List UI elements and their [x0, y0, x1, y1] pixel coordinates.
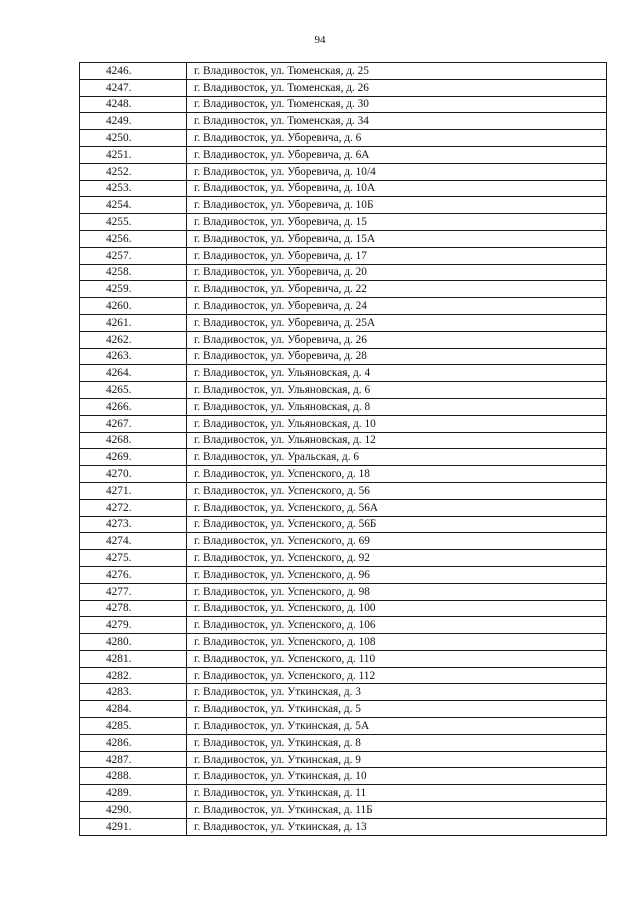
row-number-cell: 4262. — [80, 331, 187, 348]
table-row — [80, 63, 607, 80]
row-number-cell: 4256. — [80, 230, 187, 247]
table-row — [80, 516, 607, 533]
address-cell: г. Владивосток, ул. Успенского, д. 56 — [187, 482, 607, 499]
table-row — [80, 617, 607, 634]
table-row — [80, 701, 607, 718]
address-cell: г. Владивосток, ул. Успенского, д. 110 — [187, 650, 607, 667]
row-number-cell: 4260. — [80, 298, 187, 315]
table-row — [80, 264, 607, 281]
address-cell: г. Владивосток, ул. Уткинская, д. 13 — [187, 818, 607, 835]
table-row — [80, 230, 607, 247]
address-cell: г. Владивосток, ул. Ульяновская, д. 10 — [187, 415, 607, 432]
address-cell: г. Владивосток, ул. Уткинская, д. 8 — [187, 734, 607, 751]
row-number-cell: 4258. — [80, 264, 187, 281]
table-row — [80, 449, 607, 466]
table-row — [80, 566, 607, 583]
address-cell: г. Владивосток, ул. Уборевича, д. 17 — [187, 247, 607, 264]
table-row — [80, 180, 607, 197]
table-row — [80, 348, 607, 365]
table-row — [80, 113, 607, 130]
table-row — [80, 432, 607, 449]
table-row — [80, 247, 607, 264]
address-cell: г. Владивосток, ул. Успенского, д. 18 — [187, 466, 607, 483]
address-cell: г. Владивосток, ул. Уборевича, д. 10А — [187, 180, 607, 197]
address-cell: г. Владивосток, ул. Успенского, д. 112 — [187, 667, 607, 684]
table-row — [80, 667, 607, 684]
table-row — [80, 684, 607, 701]
table-row — [80, 79, 607, 96]
table-row — [80, 634, 607, 651]
address-cell: г. Владивосток, ул. Уткинская, д. 3 — [187, 684, 607, 701]
row-number-cell: 4291. — [80, 818, 187, 835]
table-row — [80, 365, 607, 382]
address-cell: г. Владивосток, ул. Уткинская, д. 11 — [187, 785, 607, 802]
address-cell: г. Владивосток, ул. Ульяновская, д. 6 — [187, 382, 607, 399]
address-cell: г. Владивосток, ул. Уборевича, д. 22 — [187, 281, 607, 298]
address-cell: г. Владивосток, ул. Уборевича, д. 26 — [187, 331, 607, 348]
address-table — [79, 62, 607, 836]
row-number-cell: 4282. — [80, 667, 187, 684]
table-row — [80, 818, 607, 835]
row-number-cell: 4274. — [80, 533, 187, 550]
table-row — [80, 331, 607, 348]
table-row — [80, 785, 607, 802]
address-cell: г. Владивосток, ул. Успенского, д. 108 — [187, 634, 607, 651]
row-number-cell: 4279. — [80, 617, 187, 634]
row-number-cell: 4259. — [80, 281, 187, 298]
row-number-cell: 4249. — [80, 113, 187, 130]
address-cell: г. Владивосток, ул. Уборевича, д. 10Б — [187, 197, 607, 214]
address-cell: г. Владивосток, ул. Уборевича, д. 28 — [187, 348, 607, 365]
row-number-cell: 4255. — [80, 214, 187, 231]
table-row — [80, 550, 607, 567]
table-row — [80, 281, 607, 298]
table-row — [80, 751, 607, 768]
row-number-cell: 4250. — [80, 130, 187, 147]
row-number-cell: 4264. — [80, 365, 187, 382]
table-row — [80, 398, 607, 415]
address-cell: г. Владивосток, ул. Уткинская, д. 5А — [187, 718, 607, 735]
table-row — [80, 650, 607, 667]
row-number-cell: 4251. — [80, 146, 187, 163]
address-cell: г. Владивосток, ул. Уборевича, д. 15 — [187, 214, 607, 231]
table-row — [80, 382, 607, 399]
page-number: 94 — [314, 34, 326, 46]
row-number-cell: 4285. — [80, 718, 187, 735]
address-cell: г. Владивосток, ул. Уральская, д. 6 — [187, 449, 607, 466]
address-cell: г. Владивосток, ул. Успенского, д. 69 — [187, 533, 607, 550]
row-number-cell: 4290. — [80, 802, 187, 819]
row-number-cell: 4246. — [80, 63, 187, 80]
address-cell: г. Владивосток, ул. Тюменская, д. 26 — [187, 79, 607, 96]
table-row — [80, 583, 607, 600]
address-table-body — [80, 63, 607, 836]
table-row — [80, 802, 607, 819]
row-number-cell: 4280. — [80, 634, 187, 651]
address-cell: г. Владивосток, ул. Ульяновская, д. 4 — [187, 365, 607, 382]
address-cell: г. Владивосток, ул. Успенского, д. 100 — [187, 600, 607, 617]
table-row — [80, 197, 607, 214]
row-number-cell: 4269. — [80, 449, 187, 466]
address-cell: г. Владивосток, ул. Тюменская, д. 30 — [187, 96, 607, 113]
row-number-cell: 4247. — [80, 79, 187, 96]
address-cell: г. Владивосток, ул. Уборевича, д. 20 — [187, 264, 607, 281]
row-number-cell: 4257. — [80, 247, 187, 264]
table-row — [80, 768, 607, 785]
row-number-cell: 4265. — [80, 382, 187, 399]
address-cell: г. Владивосток, ул. Успенского, д. 98 — [187, 583, 607, 600]
address-cell: г. Владивосток, ул. Уборевича, д. 24 — [187, 298, 607, 315]
row-number-cell: 4287. — [80, 751, 187, 768]
row-number-cell: 4272. — [80, 499, 187, 516]
row-number-cell: 4252. — [80, 163, 187, 180]
table-row — [80, 734, 607, 751]
table-row — [80, 499, 607, 516]
row-number-cell: 4271. — [80, 482, 187, 499]
row-number-cell: 4284. — [80, 701, 187, 718]
table-row — [80, 214, 607, 231]
address-cell: г. Владивосток, ул. Ульяновская, д. 8 — [187, 398, 607, 415]
table-row — [80, 146, 607, 163]
address-cell: г. Владивосток, ул. Уткинская, д. 11Б — [187, 802, 607, 819]
table-row — [80, 466, 607, 483]
table-row — [80, 415, 607, 432]
address-cell: г. Владивосток, ул. Успенского, д. 56Б — [187, 516, 607, 533]
address-cell: г. Владивосток, ул. Уткинская, д. 10 — [187, 768, 607, 785]
address-cell: г. Владивосток, ул. Уборевича, д. 25А — [187, 314, 607, 331]
table-row — [80, 298, 607, 315]
row-number-cell: 4273. — [80, 516, 187, 533]
row-number-cell: 4276. — [80, 566, 187, 583]
table-row — [80, 718, 607, 735]
address-cell: г. Владивосток, ул. Уборевича, д. 15А — [187, 230, 607, 247]
address-cell: г. Владивосток, ул. Успенского, д. 56А — [187, 499, 607, 516]
address-cell: г. Владивосток, ул. Уборевича, д. 10/4 — [187, 163, 607, 180]
address-cell: г. Владивосток, ул. Уткинская, д. 9 — [187, 751, 607, 768]
row-number-cell: 4281. — [80, 650, 187, 667]
address-cell: г. Владивосток, ул. Успенского, д. 106 — [187, 617, 607, 634]
row-number-cell: 4261. — [80, 314, 187, 331]
table-row — [80, 163, 607, 180]
address-cell: г. Владивосток, ул. Тюменская, д. 34 — [187, 113, 607, 130]
address-cell: г. Владивосток, ул. Тюменская, д. 25 — [187, 63, 607, 80]
table-row — [80, 600, 607, 617]
row-number-cell: 4267. — [80, 415, 187, 432]
row-number-cell: 4283. — [80, 684, 187, 701]
address-cell: г. Владивосток, ул. Уборевича, д. 6 — [187, 130, 607, 147]
address-cell: г. Владивосток, ул. Успенского, д. 92 — [187, 550, 607, 567]
row-number-cell: 4286. — [80, 734, 187, 751]
row-number-cell: 4253. — [80, 180, 187, 197]
table-row — [80, 533, 607, 550]
row-number-cell: 4289. — [80, 785, 187, 802]
row-number-cell: 4270. — [80, 466, 187, 483]
row-number-cell: 4278. — [80, 600, 187, 617]
address-cell: г. Владивосток, ул. Успенского, д. 96 — [187, 566, 607, 583]
row-number-cell: 4254. — [80, 197, 187, 214]
row-number-cell: 4277. — [80, 583, 187, 600]
table-row — [80, 482, 607, 499]
row-number-cell: 4275. — [80, 550, 187, 567]
row-number-cell: 4263. — [80, 348, 187, 365]
address-cell: г. Владивосток, ул. Ульяновская, д. 12 — [187, 432, 607, 449]
row-number-cell: 4288. — [80, 768, 187, 785]
table-row — [80, 96, 607, 113]
address-cell: г. Владивосток, ул. Уборевича, д. 6А — [187, 146, 607, 163]
table-row — [80, 130, 607, 147]
address-cell: г. Владивосток, ул. Уткинская, д. 5 — [187, 701, 607, 718]
row-number-cell: 4248. — [80, 96, 187, 113]
table-row — [80, 314, 607, 331]
row-number-cell: 4266. — [80, 398, 187, 415]
row-number-cell: 4268. — [80, 432, 187, 449]
